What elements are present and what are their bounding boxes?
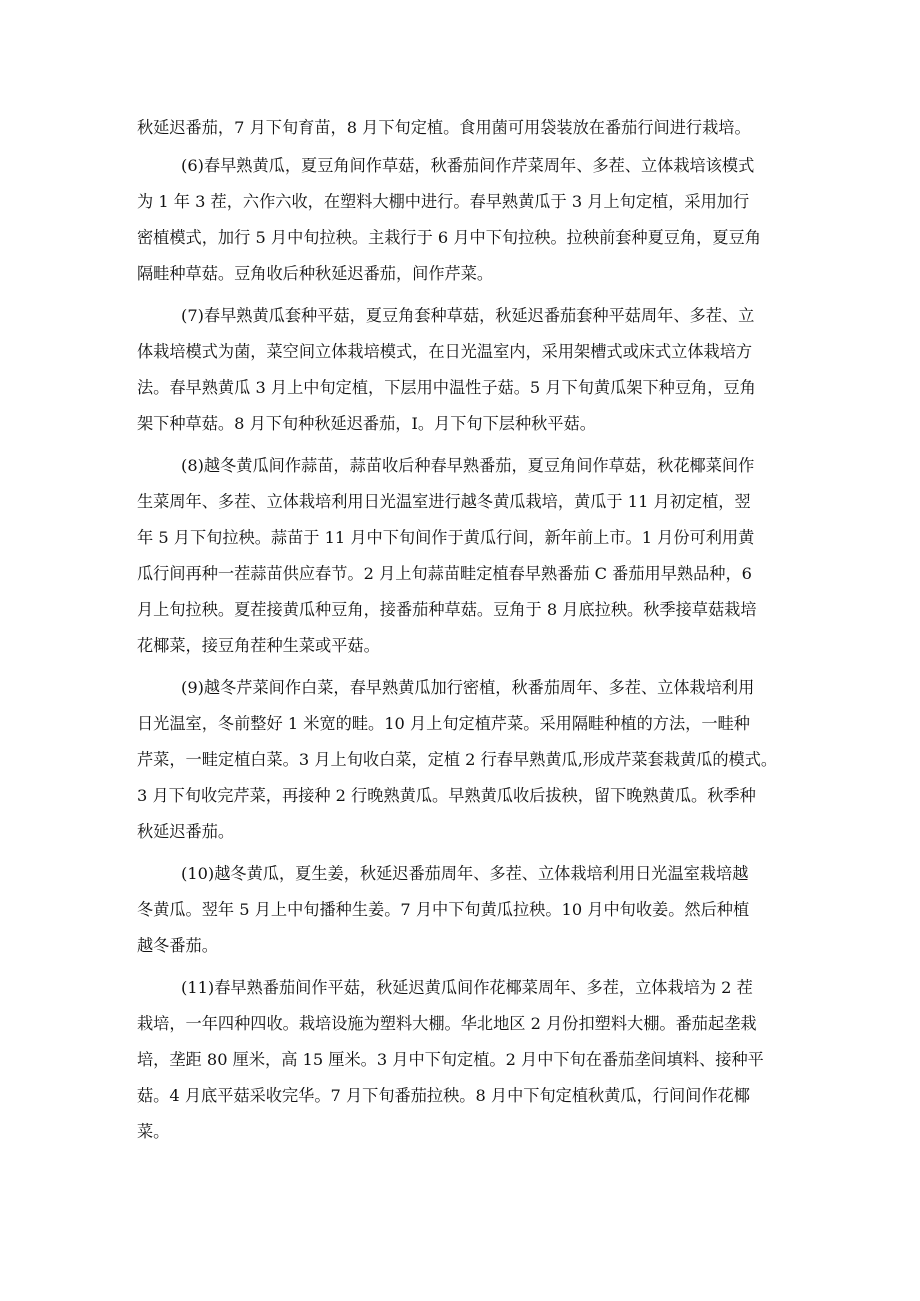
paragraph-line: 瓜行间再种一茬蒜苗供应春节。2 月上旬蒜苗畦定植春早熟番茄 C 番茄用早熟品种，6 [137,564,752,583]
paragraph-line: (11)春早熟番茄间作平菇，秋延迟黄瓜间作花椰菜周年、多茬，立体栽培为 2 茬 [181,978,753,997]
paragraph-line: (7)春早熟黄瓜套种平菇，夏豆角套种草菇，秋延迟番茄套种平菇周年、多茬、立 [181,306,755,325]
paragraph-line: (9)越冬芹菜间作白菜，春早熟黄瓜加行密植，秋番茄周年、多茬、立体栽培利用 [181,678,755,697]
paragraph-line: 月上旬拉秧。夏茬接黄瓜种豆角，接番茄种草菇。豆角于 8 月底拉秧。秋季接草菇栽培 [137,600,757,619]
paragraph-line: 3 月下旬收完芹菜，再接种 2 行晚熟黄瓜。早熟黄瓜收后拔秧，留下晚熟黄瓜。秋季种 [137,786,756,805]
paragraph-line: 秋延迟番茄，7 月下旬育苗，8 月下旬定植。食用菌可用袋装放在番茄行间进行栽培。 [137,118,751,137]
paragraph-line: 隔畦种草菇。豆角收后种秋延迟番茄，间作芹菜。 [137,264,494,283]
paragraph-line: 冬黄瓜。翌年 5 月上中旬播种生姜。7 月中下旬黄瓜拉秧。10 月中旬收姜。然后种植 [137,900,750,919]
paragraph-line: (6)春早熟黄瓜，夏豆角间作草菇，秋番茄间作芹菜周年、多茬、立体栽培该模式 [181,156,755,175]
paragraph-line: 架下种草菇。8 月下旬种秋延迟番茄，I。月下旬下层种秋平菇。 [137,414,596,433]
paragraph-line: 菇。4 月底平菇采收完华。7 月下旬番茄拉秧。8 月中下旬定植秋黄瓜，行间间作花椰 [137,1086,750,1105]
paragraph-line: 体栽培模式为菌，菜空间立体栽培模式，在日光温室内，采用架槽式或床式立体栽培方 [137,342,753,361]
paragraph-line: 秋延迟番茄。 [137,822,235,841]
paragraph-line: (8)越冬黄瓜间作蒜苗，蒜苗收后种春早熟番茄，夏豆角间作草菇，秋花椰菜间作 [181,456,755,475]
paragraph-line: 法。春早熟黄瓜 3 月上中旬定植，下层用中温性子菇。5 月下旬黄瓜架下种豆角，豆角 [137,378,756,397]
paragraph-line: 菜。 [137,1122,170,1141]
paragraph-line: 培，垄距 80 厘米，高 15 厘米。3 月中下旬定植。2 月中下旬在番茄垄间填料、接种平 [137,1050,764,1069]
paragraph-line: 为 1 年 3 茬，六作六收，在塑料大棚中进行。春早熟黄瓜于 3 月上旬定植，采用加行 [137,192,750,211]
paragraph-line: 日光温室，冬前整好 1 米宽的畦。10 月上旬定植芹菜。采用隔畦种植的方法，一畦种 [137,714,750,733]
paragraph-line: 生菜周年、多茬、立体栽培利用日光温室进行越冬黄瓜栽培，黄瓜于 11 月初定植，翌 [137,492,751,511]
paragraph-line: (10)越冬黄瓜，夏生姜，秋延迟番茄周年、多茬、立体栽培利用日光温室栽培越 [181,864,749,883]
paragraph-line: 花椰菜，接豆角茬种生菜或平菇。 [137,636,380,655]
paragraph-line: 越冬番茄。 [137,936,218,955]
paragraph-line: 栽培，一年四种四收。栽培设施为塑料大棚。华北地区 2 月份扣塑料大棚。番茄起垄栽 [137,1014,757,1033]
paragraph-line: 密植模式，加行 5 月中旬拉秧。主栽行于 6 月中下旬拉秧。拉秧前套种夏豆角，夏豆角 [137,228,761,247]
paragraph-line: 芹菜，一畦定植白菜。3 月上旬收白菜，定植 2 行春早熟黄瓜,形成芹菜套栽黄瓜的模式。 [137,750,778,769]
paragraph-line: 年 5 月下旬拉秧。蒜苗于 11 月中下旬间作于黄瓜行间，新年前上市。1 月份可利用黄 [137,528,755,547]
